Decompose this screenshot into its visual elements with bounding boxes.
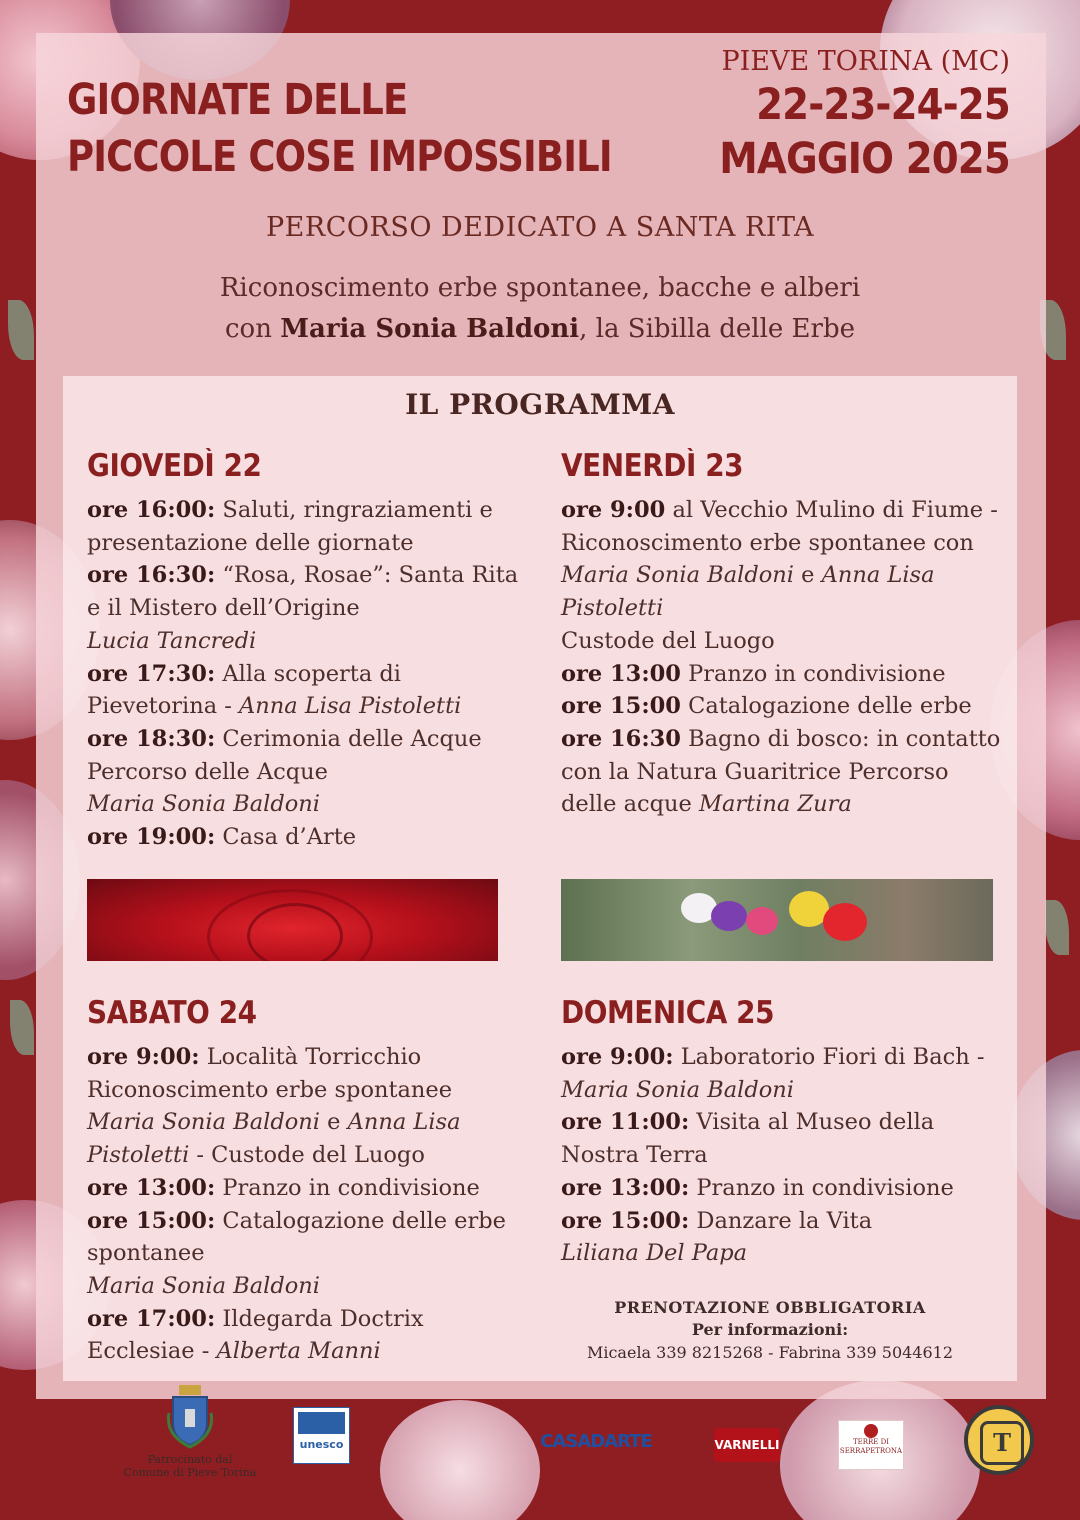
day-thursday (87, 448, 527, 854)
day-title: GIOVEDÌ 22 (87, 448, 262, 484)
event-item: ore 9:00: Laboratorio Fiori di Bach - Maria Sonia Baldoni (561, 1044, 985, 1103)
intro-text (0, 268, 1080, 350)
intro-line-1: Riconoscimento erbe spontanee, bacche e alberi (219, 273, 861, 303)
flowers-photo (561, 879, 993, 961)
event-item: ore 17:00: Ildegarda Doctrix Ecclesiae - Alberta Manni (87, 1305, 424, 1365)
event-dates (719, 78, 1010, 186)
dates-days: 22-23-24-25 (756, 80, 1010, 130)
title-line-2: PICCOLE COSE IMPOSSIBILI (67, 132, 612, 182)
event-item: ore 15:00: Catalogazione delle erbe spontanee Maria Sonia Baldoni (87, 1207, 506, 1299)
host-name: Maria Sonia Baldoni (280, 314, 580, 344)
varnelli-logo: VARNELLI (714, 1428, 780, 1462)
intro-line-2: con Maria Sonia Baldoni, la Sibilla delle Erbe (225, 314, 855, 344)
event-item: ore 16:30 Bagno di bosco: in contatto con la Natura Guaritrice Percorso delle acque Martina Zura (561, 725, 1001, 818)
rose-photo (87, 879, 498, 961)
patronage-line-2: Comune di Pieve Torina (123, 1466, 257, 1479)
day-title: DOMENICA 25 (561, 995, 775, 1031)
day-title: SABATO 24 (87, 995, 257, 1031)
event-item: ore 13:00 Pranzo in condivisione (561, 660, 946, 687)
day-saturday (87, 995, 527, 1368)
info-label: Per informazioni: (691, 1320, 849, 1339)
event-item: ore 9:00 al Vecchio Mulino di Fiume - Riconoscimento erbe spontanee con Maria Sonia Baldoni e Anna Lisa Pistoletti Custode del Luogo (561, 497, 998, 654)
title-line-1: GIORNATE DELLE (67, 75, 408, 125)
coat-of-arms-icon (165, 1383, 215, 1449)
event-item: ore 16:00: Saluti, ringraziamenti e presentazione delle giornate (87, 497, 493, 556)
event-place: PIEVE TORINA (MC) (721, 46, 1010, 77)
terre-serrapetrona-logo: TERRE DI SERRAPETRONA (838, 1420, 904, 1470)
event-title (67, 72, 612, 186)
unesco-logo: unesco (293, 1407, 350, 1464)
day-sunday (561, 995, 1001, 1270)
booking-required: PRENOTAZIONE OBBLIGATORIA (614, 1298, 926, 1317)
patronage-line-1: Patrocinato dal (147, 1453, 233, 1466)
day-friday (561, 448, 1001, 821)
program-title: IL PROGRAMMA (405, 388, 675, 421)
event-item: ore 19:00: Casa d’Arte (87, 824, 357, 851)
event-item: ore 15:00 Catalogazione delle erbe (561, 693, 972, 720)
event-item: ore 13:00: Pranzo in condivisione (87, 1174, 480, 1201)
event-item: ore 16:30: “Rosa, Rosae”: Santa Rita e il Mistero dell’Origine Lucia Tancredi (87, 562, 519, 654)
day-title: VENERDÌ 23 (561, 448, 744, 484)
contact-phones: Micaela 339 8215268 - Fabrina 339 5044612 (586, 1343, 954, 1362)
patronage (110, 1383, 270, 1479)
event-item: ore 15:00: Danzare la Vita Liliana Del Papa (561, 1207, 873, 1267)
event-item: ore 17:30: Alla scoperta di Pievetorina - Anna Lisa Pistoletti (87, 660, 462, 720)
event-item: ore 11:00: Visita al Museo della Nostra Terra (561, 1109, 935, 1169)
dates-month: MAGGIO 2025 (719, 134, 1010, 184)
subtitle: PERCORSO DEDICATO A SANTA RITA (266, 212, 814, 243)
event-item: ore 13:00: Pranzo in condivisione (561, 1174, 954, 1201)
event-item: ore 9:00: Località Torricchio Riconoscimento erbe spontanee Maria Sonia Baldoni e Anna Lisa Pistoletti - Custode del Luogo (87, 1044, 461, 1169)
casadarte-logo: CASADARTE (540, 1431, 652, 1452)
booking-info (560, 1297, 980, 1365)
event-item: ore 18:30: Cerimonia delle Acque Percorso delle Acque Maria Sonia Baldoni (87, 725, 482, 818)
app-badge-icon[interactable]: T (964, 1405, 1034, 1475)
